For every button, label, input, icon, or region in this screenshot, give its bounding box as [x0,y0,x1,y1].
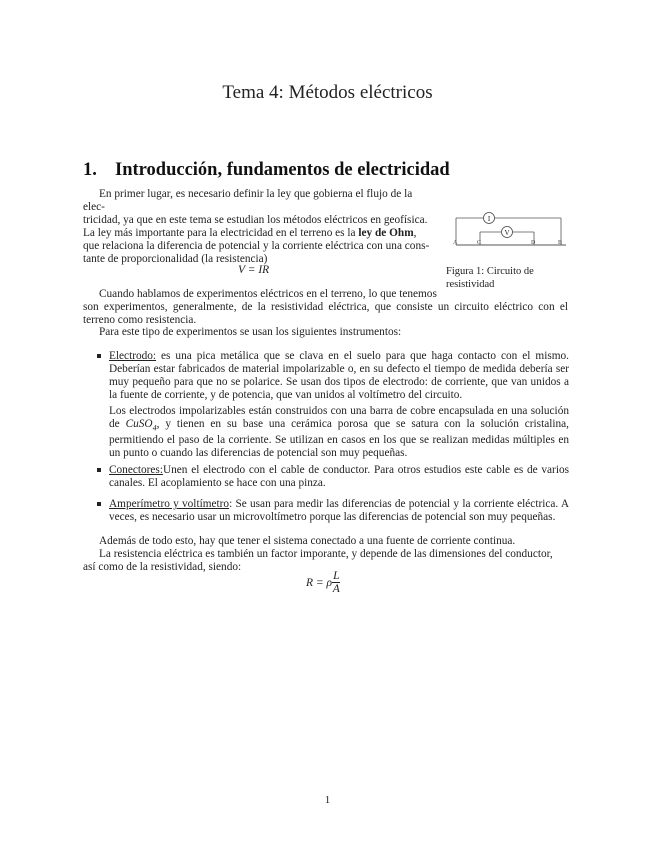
ammeter-icon [484,213,495,224]
paragraph-3: Para este tipo de experimentos se usan los siguientes instrumentos: [99,326,402,338]
chemical-formula: CuSO$_4$ [125,418,157,433]
circuit-figure [446,206,570,250]
bullet-term: Electrodo: [109,350,157,362]
voltmeter-icon [502,227,513,238]
bullet-text: : Se usan para medir las diferencias de potencial y la corriente eléctrica. A veces, es necesario usar un microvoltímetro porque las diferencias de potencial son muy pequeñas. [109,498,569,523]
figure-caption: Figura 1: Circuito de resistividad [446,266,534,290]
paragraph-2 [83,288,568,327]
resistance-equation [306,571,340,595]
equation-numerator: L [333,570,340,582]
voltmeter-label: V [504,229,510,237]
electrode-label-c: C [477,240,482,246]
paragraph-2-line-1: Cuando hablamos de experimentos eléctricos en el terreno, lo que tenemos [99,288,437,300]
intro-line-1: En primer lugar, es necesario definir la ley que gobierna el flujo de la elec- [83,188,413,213]
equation-lhs: R = ρ [306,577,333,589]
equation-denominator: A [332,583,340,595]
intro-paragraph [83,188,435,266]
paragraph-5-line-2: así como de la resistividad, siendo: [83,561,242,573]
ammeter-label: I [487,215,491,223]
bullet-marker [97,354,101,358]
ohm-equation: V = IR [238,264,270,276]
paragraph-4: Además de todo esto, hay que tener el sistema conectado a una fuente de corriente continua. [99,535,516,547]
section-title: Introducción, fundamentos de electricidad [115,160,450,180]
electrode-label-a: A [453,240,458,246]
bullet-term: Amperímetro y voltímetro [109,498,230,510]
electrode-label-d: D [531,240,536,246]
intro-line-5: tante de proporcionalidad (la resistencia) [83,253,268,265]
paragraph-5-line-1: La resistencia eléctrica es también un factor imporante, y depende de las dimensiones del conductor, [99,548,553,560]
ohm-law-term: ley de Ohm [358,227,414,239]
document-title: Tema 4: Métodos eléctricos [222,82,433,103]
bullet-extra-paragraph: Los electrodos impolarizables están construidos con una barra de cobre encapsulada en una solución de CuSO$_4$, y tienen en su base una cerámica porosa que se satura con la solución cristalina, permitiendo el paso de la corriente. Se utilizan en casos en los que se realizan medidas múltiples en un punto o cuando las diferencias de potencial son muy pequeñas. [109,405,569,460]
paragraph-2-line-3: terreno como resistencia. [83,314,197,326]
circuit-diagram [446,206,570,250]
bullet-marker [97,502,101,506]
intro-line-2: tricidad, ya que en este tema se estudian los métodos eléctricos en geofísica. [83,214,428,226]
section-heading [83,160,450,181]
intro-line-3: La ley más importante para la electricidad en el terreno es la ley de Ohm, [83,227,417,239]
equation-fraction [332,571,340,595]
intro-line-4: que relaciona la diferencia de potencial y la corriente eléctrica con una cons- [83,240,430,252]
page-number: 1 [324,794,331,806]
bullet-text: Unen el electrodo con el cable de conductor. Para otros estudios este cable es de varios canales. El acoplamiento se hace con una pinza. [109,464,569,489]
section-number: 1. [83,160,97,180]
bullet-text: es una pica metálica que se clava en el suelo para que haga contacto con el mismo. Deberían estar fabricados de material impolarizable o, en su defecto el tiempo de medida debería ser muy pequeño para que no se polarice. Se usan dos tipos de electrodo: de corriente, que van unidos a la fuente de corriente, y de potencia, que van unidos al voltímetro del circuito. [109,350,569,401]
bullet-marker [97,468,101,472]
paragraph-2-line-2: son experimentos, generalmente, de la resistividad eléctrica, que consiste un circuito eléctrico con el [83,301,568,313]
bullet-term: Conectores: [109,464,163,476]
electrode-label-b: B [558,240,563,246]
